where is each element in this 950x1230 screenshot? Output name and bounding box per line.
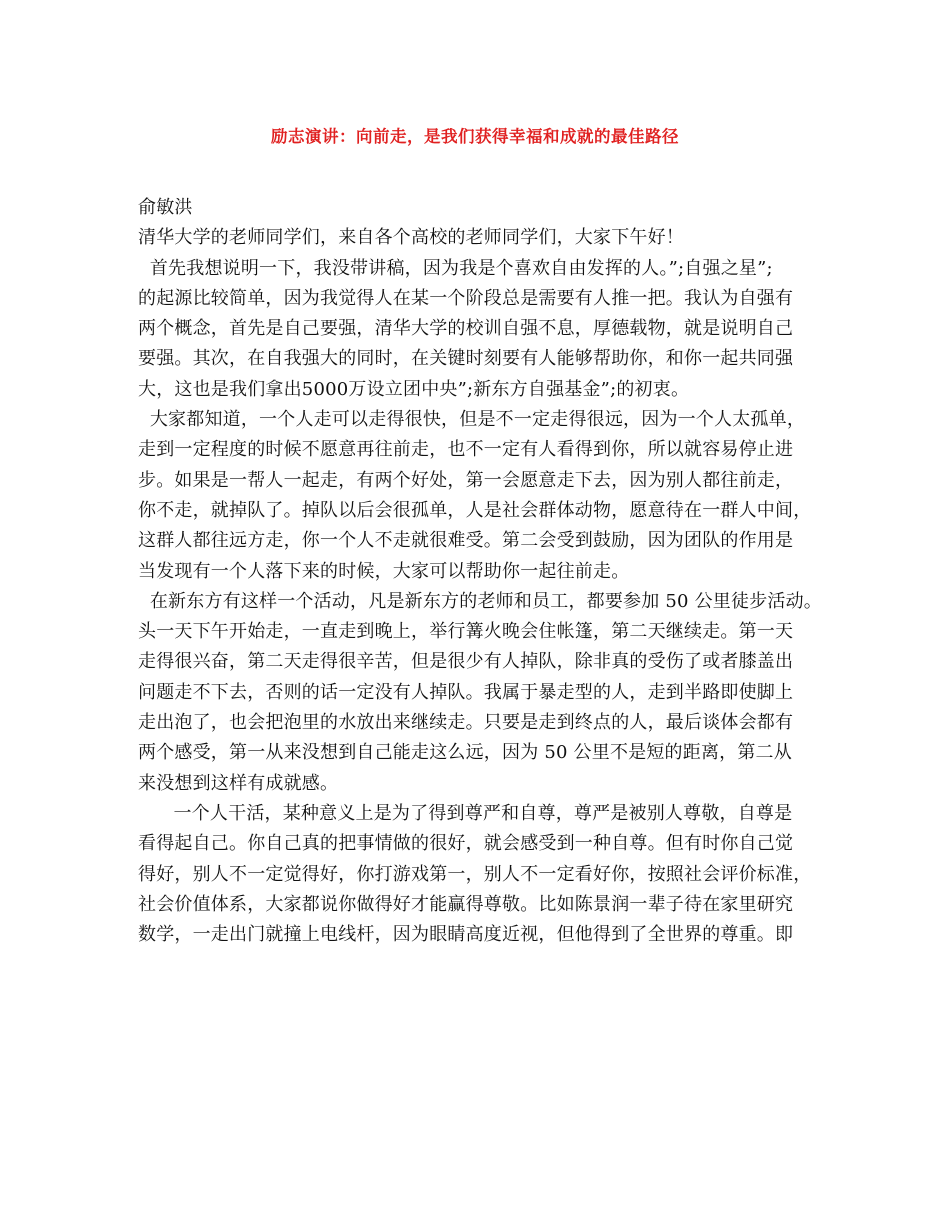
body-line: 问题走不下去，否则的话一定没有人掉队。我属于暴走型的人，走到半路即使脚上 bbox=[138, 681, 794, 703]
body-line: 这群人都往远方走，你一个人不走就很难受。第二会受到鼓励，因为团队的作用是 bbox=[138, 530, 794, 552]
body-line: 走到一定程度的时候不愿意再往前走，也不一定有人看得到你，所以就容易停止进 bbox=[138, 439, 794, 461]
body-line: 步。如果是一帮人一起走，有两个好处，第一会愿意走下去，因为别人都往前走， bbox=[138, 469, 794, 491]
body-line: 得好，别人不一定觉得好，你打游戏第一，别人不一定看好你，按照社会评价标准， bbox=[138, 863, 812, 885]
body-line: 要强。其次，在自我强大的同时，在关键时刻要有人能够帮助你，和你一起共同强 bbox=[138, 348, 794, 370]
body-line: 数学，一走出门就撞上电线杆，因为眼睛高度近视，但他得到了全世界的尊重。即 bbox=[138, 924, 794, 946]
document-title: 励志演讲：向前走，是我们获得幸福和成就的最佳路径 bbox=[271, 127, 679, 146]
body-line: 社会价值体系，大家都说你做得好才能赢得尊敬。比如陈景润一辈子待在家里研究 bbox=[138, 893, 794, 915]
body-line: 走得很兴奋，第二天走得很辛苦，但是很少有人掉队，除非真的受伤了或者膝盖出 bbox=[138, 651, 794, 673]
body-line: 大家都知道，一个人走可以走得很快，但是不一定走得很远，因为一个人太孤单， bbox=[138, 409, 806, 431]
body-line: 头一天下午开始走，一直走到晚上，举行篝火晚会住帐篷，第二天继续走。第一天 bbox=[138, 621, 794, 643]
body-line: 两个概念，首先是自己要强，清华大学的校训自强不息，厚德载物，就是说明自己 bbox=[138, 318, 794, 340]
body-line: 一个人干活，某种意义上是为了得到尊严和自尊，尊严是被别人尊敬，自尊是 bbox=[138, 802, 793, 824]
author-name: 俞敏洪 bbox=[138, 197, 193, 218]
body-line: 看得起自己。你自己真的把事情做的很好，就会感受到一种自尊。但有时你自己觉 bbox=[138, 833, 794, 855]
body-line: 来没想到这样有成就感。 bbox=[138, 772, 339, 794]
body-line: 首先我想说明一下，我没带讲稿，因为我是个喜欢自由发挥的人。”;自强之星”; bbox=[138, 257, 773, 279]
body-line: 两个感受，第一从来没想到自己能走这么远，因为 50 公里不是短的距离，第二从 bbox=[138, 742, 792, 764]
document-body bbox=[138, 193, 822, 950]
body-line: 当发现有一个人落下来的时候，大家可以帮助你一起往前走。 bbox=[138, 560, 630, 582]
body-line: 在新东方有这样一个活动，凡是新东方的老师和员工，都要参加 50 公里徒步活动。 bbox=[138, 590, 822, 612]
body-line: 清华大学的老师同学们，来自各个高校的老师同学们，大家下午好！ bbox=[138, 227, 684, 249]
body-line: 你不走，就掉队了。掉队以后会很孤单，人是社会群体动物，愿意待在一群人中间， bbox=[138, 499, 812, 521]
body-line: 的起源比较简单，因为我觉得人在某一个阶段总是需要有人推一把。我认为自强有 bbox=[138, 287, 794, 309]
body-line: 大，这也是我们拿出5000万设立团中央”;新东方自强基金”;的初衷。 bbox=[138, 378, 690, 400]
body-line: 走出泡了，也会把泡里的水放出来继续走。只要是走到终点的人，最后谈体会都有 bbox=[138, 712, 794, 734]
